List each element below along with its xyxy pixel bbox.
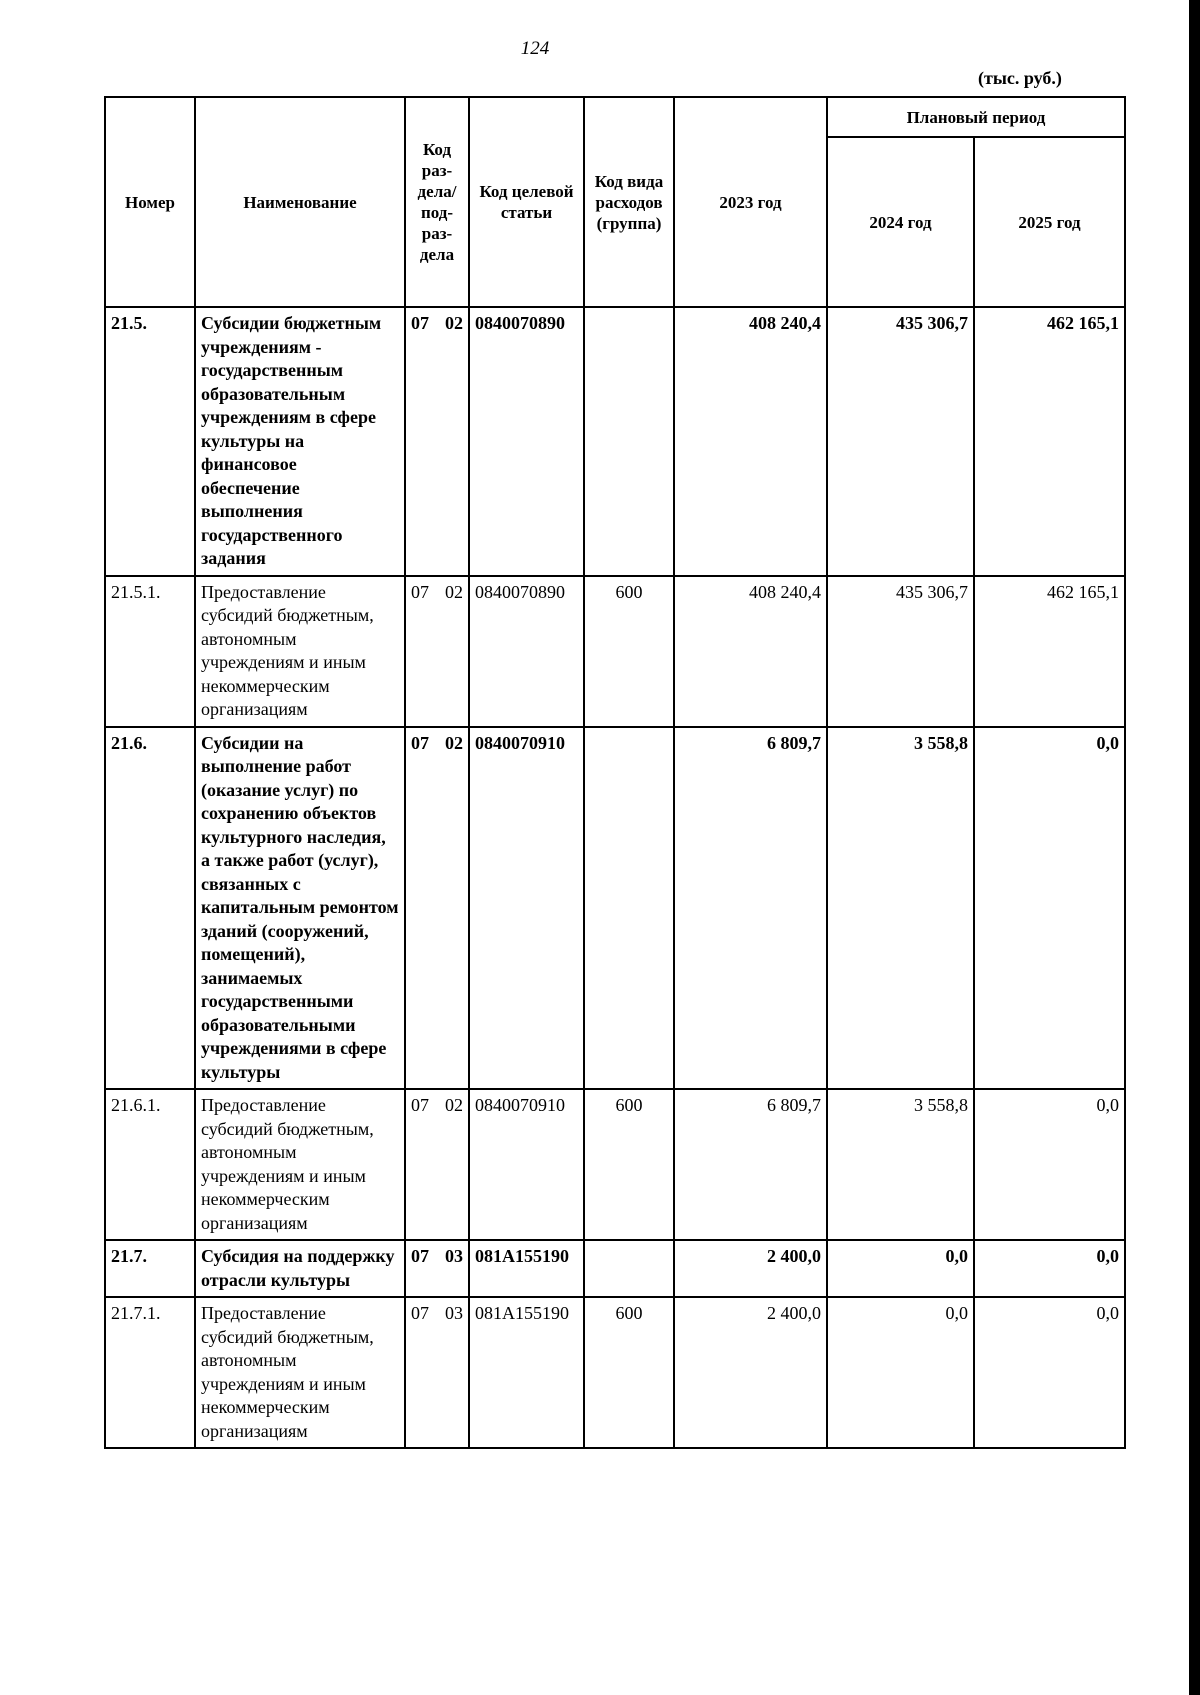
row-name: Субсидии бюджетным учреждениям - государственным образовательным учреждениям в сфере культуры на финансовое обеспечение выполнения государственного задания [195,307,405,576]
section: 07 [411,1095,429,1115]
section: 07 [411,732,429,753]
subsection: 02 [445,581,463,602]
row-value-2024: 435 306,7 [827,576,974,727]
row-value-2024: 3 558,8 [827,1089,974,1240]
row-section-code [405,576,469,727]
row-expense-type: 600 [584,1089,674,1240]
table-row [105,727,1125,1090]
row-expense-type: 600 [584,1297,674,1448]
subsection: 02 [445,313,463,333]
row-value-2023: 6 809,7 [674,1089,827,1240]
budget-table [104,96,1126,1449]
row-value-2024: 435 306,7 [827,307,974,576]
header-section-code: Код раз-дела/ под-раз-дела [405,97,469,307]
row-target-code: 081A155190 [469,1240,584,1297]
table-row [105,1089,1125,1240]
row-target-code: 0840070910 [469,1089,584,1240]
header-year-2024: 2024 год [827,137,974,307]
row-target-code: 0840070910 [469,727,584,1090]
row-number: 21.6.1. [105,1089,195,1240]
section: 07 [411,1303,429,1323]
row-section-code [405,1297,469,1448]
row-value-2025: 0,0 [974,1240,1125,1297]
header-target-code: Код целевой статьи [469,97,584,307]
row-value-2023: 6 809,7 [674,727,827,1090]
page-number: 124 [520,38,550,59]
row-section-code [405,727,469,1090]
subsection: 02 [445,1095,463,1115]
row-section-code [405,1240,469,1297]
row-number: 21.7. [105,1240,195,1297]
subsection: 03 [445,1303,463,1323]
header-year-2023: 2023 год [674,97,827,307]
row-expense-type [584,727,674,1090]
subsection: 03 [445,1246,463,1266]
row-value-2024: 0,0 [827,1297,974,1448]
row-value-2025: 462 165,1 [974,307,1125,576]
row-number: 21.5.1. [105,576,195,727]
row-value-2023: 2 400,0 [674,1240,827,1297]
row-value-2024: 0,0 [827,1240,974,1297]
row-target-code: 0840070890 [469,576,584,727]
scan-edge [1189,0,1200,1695]
row-value-2023: 408 240,4 [674,576,827,727]
row-target-code: 0840070890 [469,307,584,576]
header-expense-type-code: Код вида расходов (группа) [584,97,674,307]
table-row [105,576,1125,727]
row-value-2023: 2 400,0 [674,1297,827,1448]
row-value-2024: 3 558,8 [827,727,974,1090]
table-row [105,1240,1125,1297]
subsection: 02 [445,732,463,753]
row-value-2025: 462 165,1 [974,576,1125,727]
table-row [105,1297,1125,1448]
header-name: Наименование [195,97,405,307]
row-value-2025: 0,0 [974,1089,1125,1240]
section: 07 [411,581,429,602]
table-row [105,307,1125,576]
row-number: 21.5. [105,307,195,576]
row-value-2023: 408 240,4 [674,307,827,576]
units-label: (тыс. руб.) [978,68,1062,88]
row-number: 21.7.1. [105,1297,195,1448]
row-name: Субсидии на выполнение работ (оказание услуг) по сохранению объектов культурного наследия, а также работ (услуг), связанных с капитальным ремонтом зданий (сооружений, помещений), занимаемых государственными образовательными учреждениями в сфере культуры [195,727,405,1090]
section: 07 [411,1246,429,1266]
row-number: 21.6. [105,727,195,1090]
header-row [105,97,1125,137]
header-year-2025: 2025 год [974,137,1125,307]
row-name: Предоставление субсидий бюджетным, автономным учреждениям и иным некоммерческим организациям [195,1297,405,1448]
row-name: Предоставление субсидий бюджетным, автономным учреждениям и иным некоммерческим организациям [195,1089,405,1240]
row-expense-type [584,307,674,576]
row-name: Предоставление субсидий бюджетным, автономным учреждениям и иным некоммерческим организациям [195,576,405,727]
row-value-2025: 0,0 [974,727,1125,1090]
row-expense-type: 600 [584,576,674,727]
row-section-code [405,1089,469,1240]
header-planning-period: Плановый период [827,97,1125,137]
row-section-code [405,307,469,576]
row-value-2025: 0,0 [974,1297,1125,1448]
row-target-code: 081A155190 [469,1297,584,1448]
header-number: Номер [105,97,195,307]
row-name: Субсидия на поддержку отрасли культуры [195,1240,405,1297]
section: 07 [411,313,429,333]
row-expense-type [584,1240,674,1297]
